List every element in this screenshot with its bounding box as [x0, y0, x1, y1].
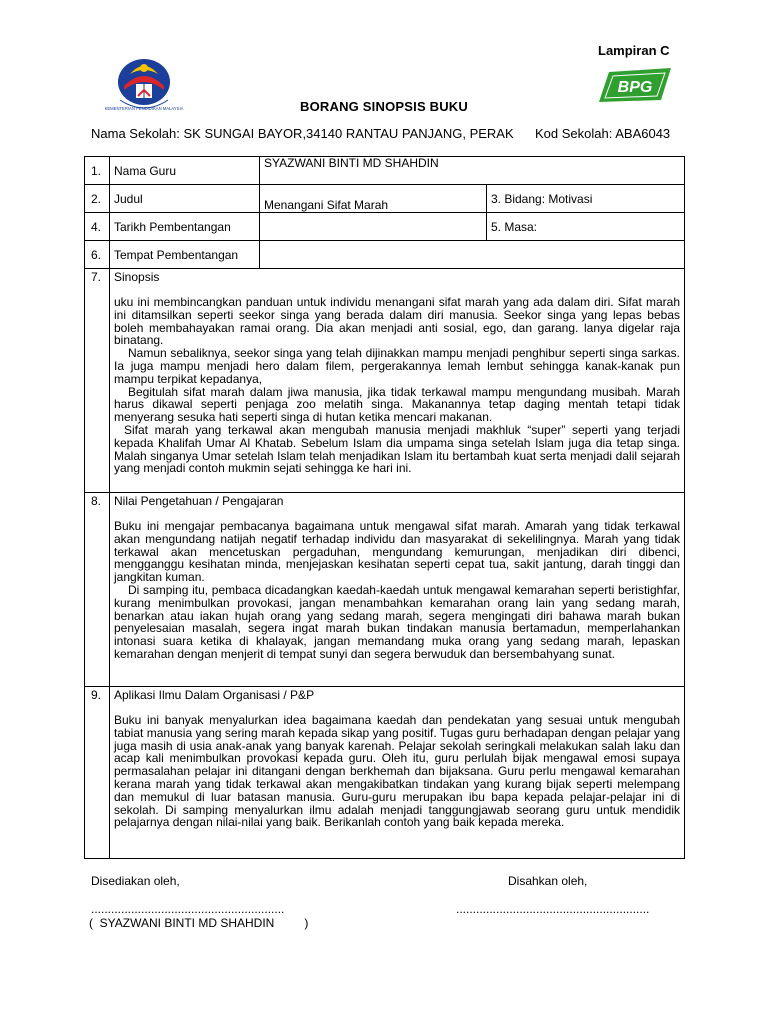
section-title: Nilai Pengetahuan / Pengajaran [114, 494, 284, 508]
sinopsis-cell [110, 269, 685, 493]
nilai-cell [110, 493, 685, 687]
row-number: 1. [85, 157, 110, 185]
sinopsis-paragraph: Namun sebaliknya, seekor singa yang telah dijinakkan mampu menjadi penghibur seperti singa sarkas. Ia juga mampu menjadi hero dalam filem, pergerakannya lemah lembut sehingga kanak-kanak pun mampu terpikat kepadanya, [114, 346, 680, 386]
date-value [260, 213, 487, 241]
row-label: Tarikh Pembentangan [110, 213, 260, 241]
logo-caption: KEMENTERIAN PENDIDIKAN MALAYSIA [104, 106, 184, 111]
row-number: 2. [85, 185, 110, 213]
row-judul [85, 185, 685, 213]
row-nama-guru [85, 157, 685, 185]
school-code: Kod Sekolah: ABA6043 [535, 126, 671, 141]
row-label: Judul [110, 185, 260, 213]
section-title: Aplikasi Ilmu Dalam Organisasi / P&P [114, 688, 315, 702]
sinopsis-paragraph: Sifat marah yang terkawal akan mengubah manusia menjadi makhluk “super” seperti yang terjadi kepada Khalifah Umar Al Khatab. Sebelum Islam dia umpama singa setelah Islam juga dia tetap singa. Malah singanya Umar setelah Islam telah menjadikan Islam itu bertambah kuat serta menjadi dalil sejarah yang menjadi contoh mukmin sejati sehingga ke hari ini. [114, 422, 680, 476]
school-info-line [91, 126, 691, 141]
school-name: Nama Sekolah: SK SUNGAI BAYOR,34140 RANTAU PANJANG, PERAK [91, 126, 514, 141]
row-nilai [85, 493, 685, 687]
sinopsis-paragraph: Begitulah sifat marah dalam jiwa manusia, jika tidak terkawal mampu mengundang musibah. Marah harus dikawal seperti penjaga zoo melatih singa. Makanannya tetap daging mentah tetapi tidak menyerang sesuka hati seperti singa di hutan ketika mencari makanan. [114, 384, 680, 425]
sinopsis-paragraph: uku ini membincangkan panduan untuk individu menangani sifat marah yang ada dalam diri. Sifat marah ini ditamsilkan seperti seekor singa yang berada dalam diri manusia. Seekor singa yang lepas bebas boleh membahayakan ramai orang. Dia akan menjadi anti sosial, ego, dan garang. lanya digelar raja binatang. [114, 295, 680, 348]
prepared-by-label: Disediakan oleh, [91, 874, 180, 888]
approved-by-label: Disahkan oleh, [508, 874, 588, 888]
aplikasi-cell [110, 687, 685, 859]
bpg-logo-text: BPG [617, 79, 653, 96]
approved-signature-line: .......................................................... [456, 902, 650, 916]
row-aplikasi [85, 687, 685, 859]
row-number: 7. [85, 269, 110, 493]
teacher-name: SYAZWANI BINTI MD SHAHDIN [264, 156, 439, 170]
row-number: 6. [85, 241, 110, 269]
row-label: Tempat Pembentangan [110, 241, 260, 269]
nilai-paragraph: Di samping itu, pembaca dicadangkan kaedah-kaedah untuk mengawal kemarahan seperti beristighfar, kurang menimbulkan provokasi, jangan menambahkan kemarahan orang lain yang sedang marah, benarkan atau iakan hujah orang yang sedang marah, segera mengingati diri bahawa marah bukan penyelesaian masalah, segera ingat marah bukan tindakan manusia bertamadun, memperlahankan intonasi suara ketika di khalayak, jangan memandang muka orang yang sedang marah, lepaskan kemarahan dengan menjerit di tempat sunyi dan segera berwuduk dan bersembahyang sunat. [114, 582, 680, 661]
teacher-name-value [260, 157, 685, 185]
section-title: Sinopsis [114, 270, 160, 284]
synopsis-form-table [84, 156, 685, 859]
place-value [260, 241, 685, 269]
row-sinopsis [85, 269, 685, 493]
masa-value: 5. Masa: [487, 213, 685, 241]
aplikasi-paragraph: Buku ini banyak menyalurkan idea bagaimana kaedah dan pendekatan yang sesuai untuk mengubah tabiat manusia yang sering marah kepada sikap yang positif. Tugas guru berhadapan dengan pelajar yang juga masih di usia anak-anak yang banyak karenah. Pelajar sekolah seringkali melakukan salah laku dan acap kali menimbulkan provokasi kepada guru. Oleh itu, guru perlulah bijak mengawal emosi supaya permasalahan pelajar ini ditangani dengan berkhemah dan bijaksana. Guru perlu mengawal kemarahan kerana marah yang tidak terkawal akan mengakibatkan tindakan yang kurang bijak seperti melempang dan memukul di luar batasan manusia. Guru-guru merupakan ibu bapa kepada pelajar-pelajar ini di sekolah. Di samping menyalurkan ilmu adalah menjadi tanggungjawab seorang guru untuk mendidik pelajarnya dengan nilai-nilai yang baik. Berikanlah contoh yang baik kepada mereka. [114, 713, 680, 830]
lampiran-label: Lampiran C [598, 43, 670, 58]
row-tempat [85, 241, 685, 269]
row-label: Nama Guru [110, 157, 260, 185]
book-title-value: Menangani Sifat Marah [260, 185, 487, 213]
prepared-signature-line: .......................................................... [91, 902, 285, 916]
preparer-name: ( SYAZWANI BINTI MD SHAHDIN ) [89, 916, 309, 930]
nilai-paragraph: Buku ini mengajar pembacanya bagaimana untuk mengawal sifat marah. Amarah yang tidak terkawal akan mengundang natijah negatif terhadap individu dan masyarakat di sekelilingnya. Marah yang tidak terkawal akan mencetuskan pergaduhan, mengundang kemurungan, menjadikan diri dibenci, mengganggu kesihatan minda, menjejaskan kesihatan seperti cepat tua, sakit jantung, darah tinggi dan jangkitan kuman. [114, 519, 680, 585]
bidang-value: 3. Bidang: Motivasi [487, 185, 685, 213]
row-number: 9. [85, 687, 110, 859]
row-number: 8. [85, 493, 110, 687]
row-number: 4. [85, 213, 110, 241]
form-title: BORANG SINOPSIS BUKU [300, 99, 468, 114]
row-tarikh [85, 213, 685, 241]
